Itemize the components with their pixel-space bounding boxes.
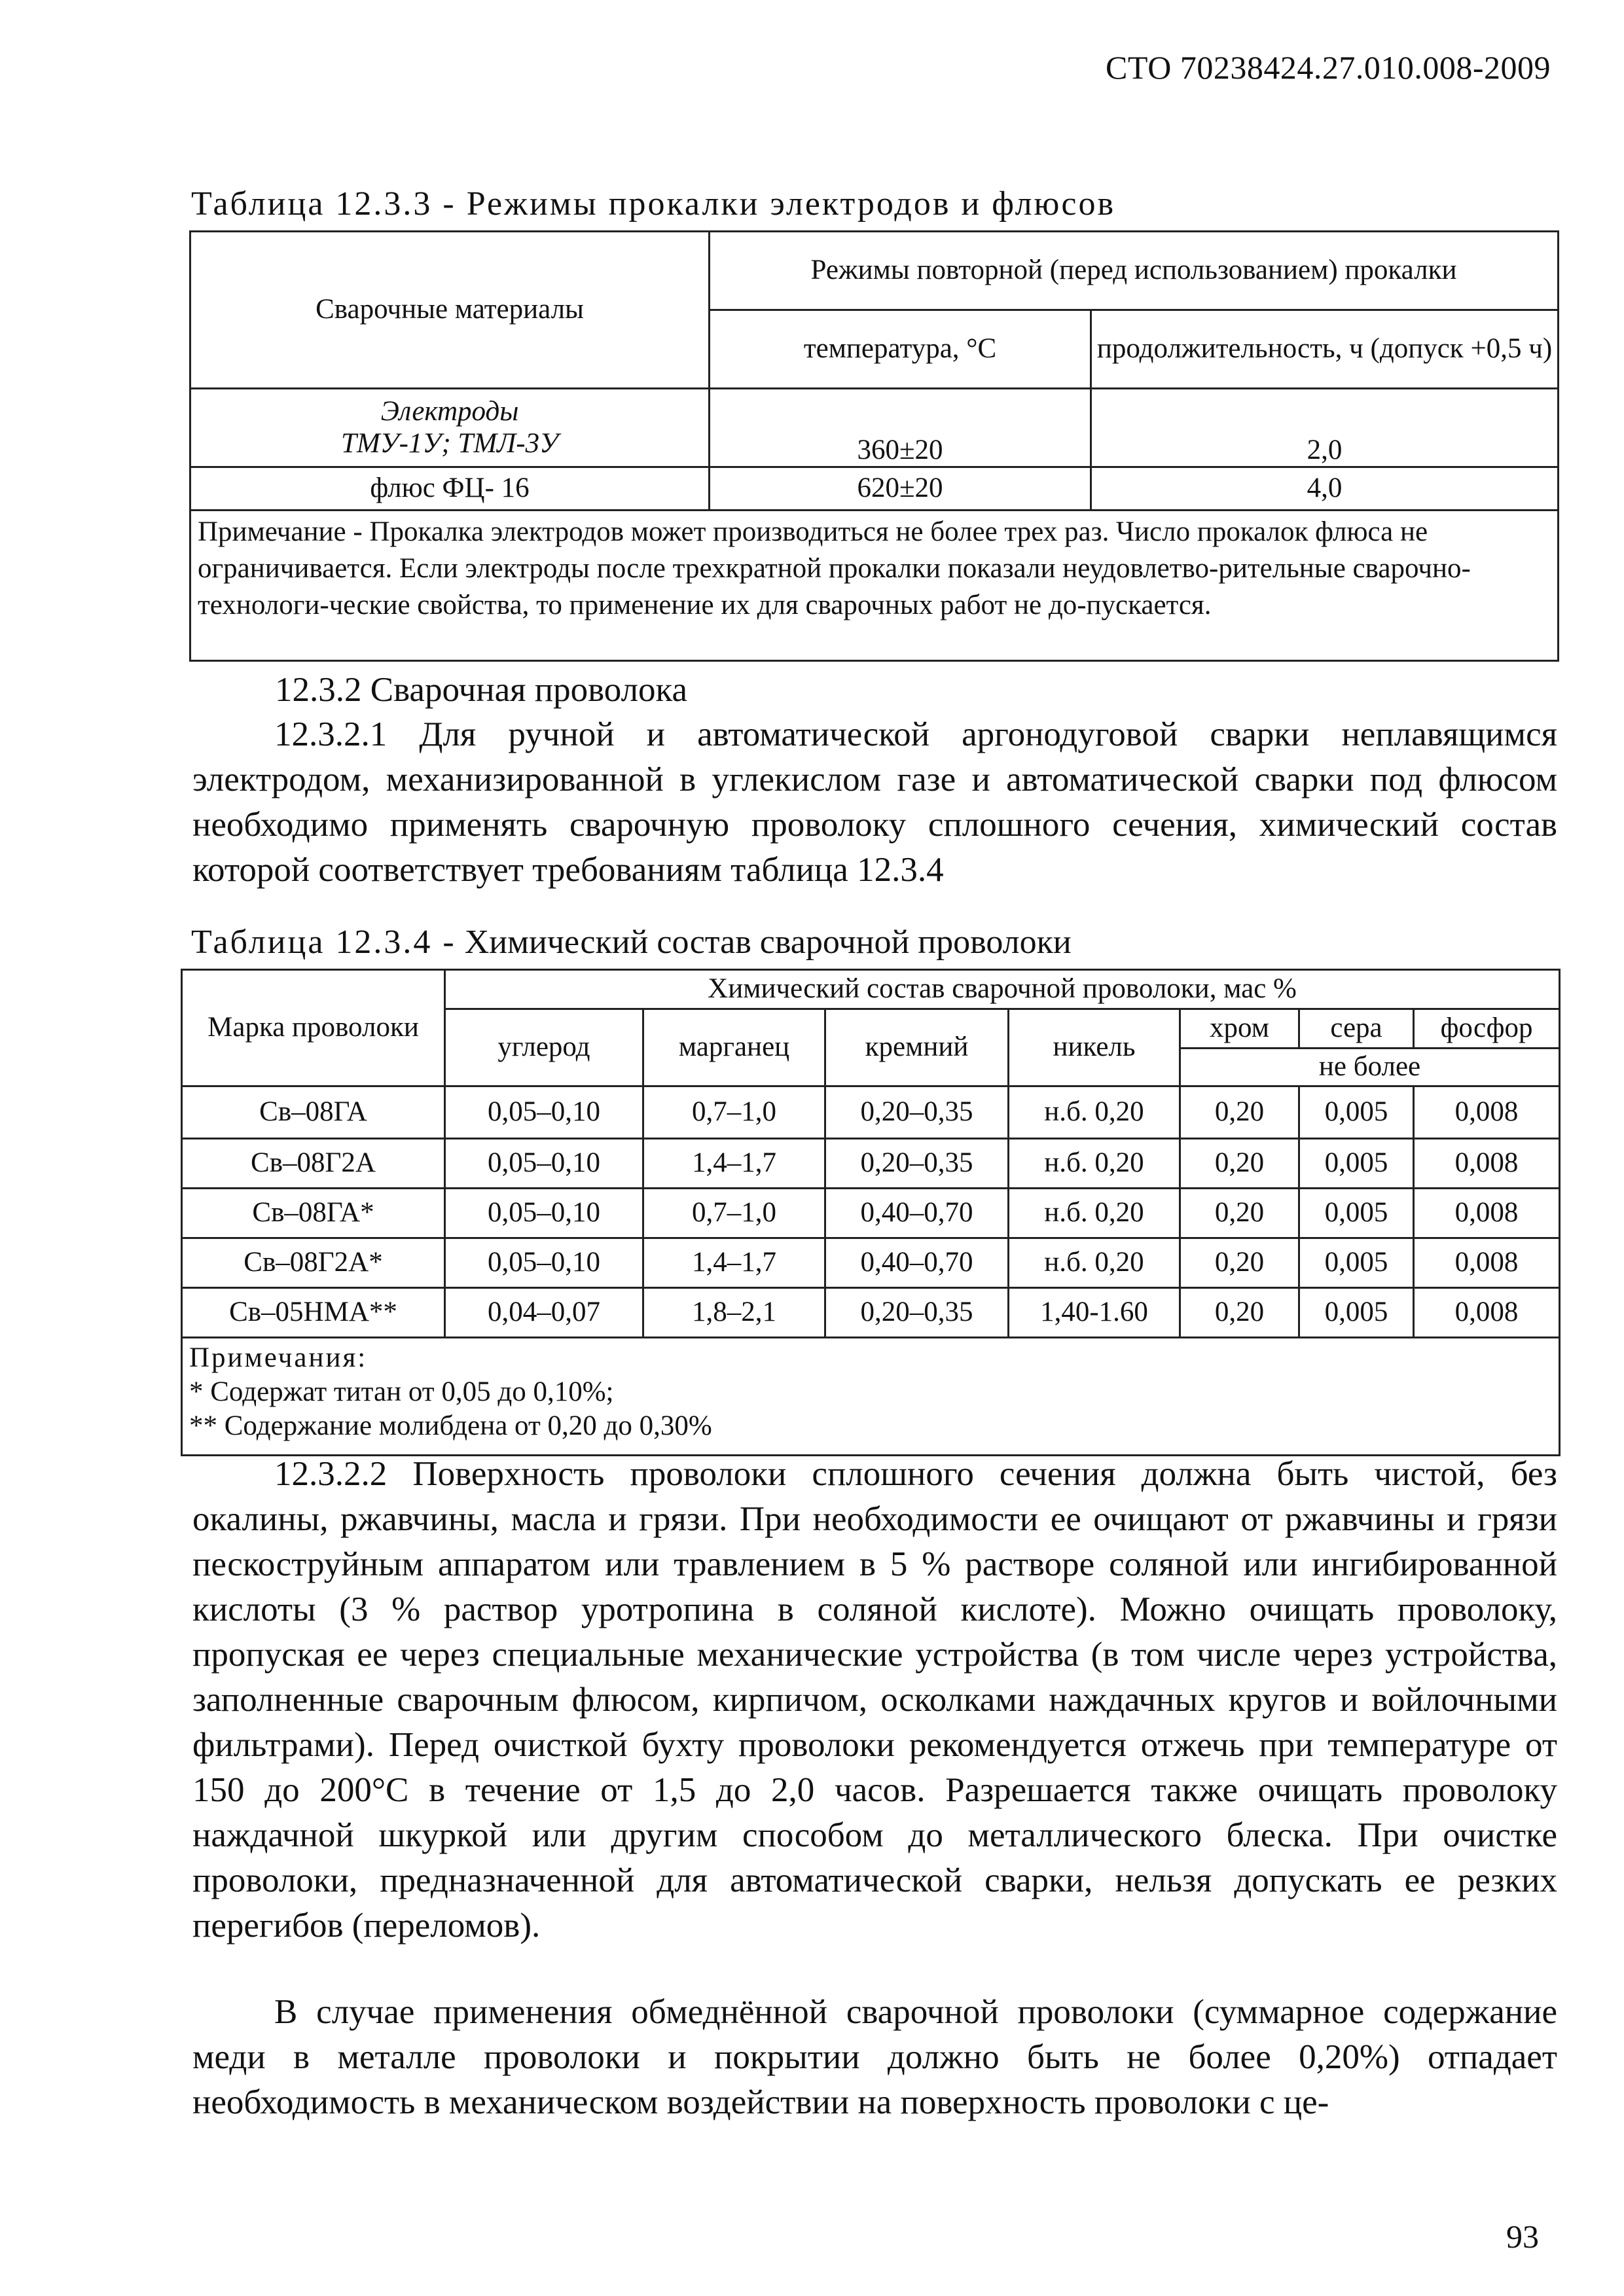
electrodes-label: Электроды	[380, 396, 519, 427]
cell: 0,008	[1414, 1189, 1560, 1238]
head-composition: Химический состав сварочной проволоки, мас %	[445, 970, 1560, 1009]
table1-note: Примечание - Прокалка электродов может производиться не более трех раз. Число прокалок флюса не ограничивается. Если электроды после трехкратной прокалки показали неудовлетво-рительные сварочно-технологи-ческие свойства, то применение их для сварочных работ не до-пускается.	[190, 511, 1559, 661]
row-electrodes-name	[190, 389, 710, 467]
head-modes: Режимы повторной (перед использованием) прокалки	[710, 232, 1559, 310]
cell: н.б. 0,20	[1009, 1189, 1180, 1238]
row-electrodes-duration: 2,0	[1091, 389, 1559, 467]
wire-composition-table	[181, 969, 1561, 1456]
cell: Св–08Г2А*	[182, 1238, 445, 1288]
cell: 0,008	[1414, 1238, 1560, 1288]
head-materials: Сварочные материалы	[190, 232, 710, 389]
row-flux-name: флюс ФЦ- 16	[190, 467, 710, 511]
cell: 0,005	[1299, 1238, 1414, 1288]
cell: 0,008	[1414, 1086, 1560, 1139]
notes-title: Примечания:	[189, 1342, 368, 1373]
row-flux-temp: 620±20	[710, 467, 1091, 511]
head-grade: Марка проволоки	[182, 970, 445, 1086]
cell: Св–08ГА	[182, 1086, 445, 1139]
table1-caption: Таблица 12.3.3 - Режимы прокалки электродов и флюсов	[191, 185, 1116, 223]
cell: 1,8–2,1	[643, 1288, 825, 1338]
cell: 0,20–0,35	[825, 1086, 1009, 1139]
cell: 0,7–1,0	[643, 1086, 825, 1139]
cell: Св–05НМА**	[182, 1288, 445, 1338]
cell: 0,05–0,10	[445, 1238, 643, 1288]
table-row	[182, 1288, 1560, 1338]
cell: Св–08ГА*	[182, 1189, 445, 1238]
cell: 0,20–0,35	[825, 1288, 1009, 1338]
cell: 0,05–0,10	[445, 1086, 643, 1139]
cell: 0,20	[1180, 1086, 1299, 1139]
head-temperature: температура, °С	[710, 310, 1091, 389]
cell: 0,005	[1299, 1139, 1414, 1189]
cell: 1,4–1,7	[643, 1139, 825, 1189]
col-chrome: хром	[1180, 1009, 1299, 1049]
table-row	[182, 1139, 1560, 1189]
col-carbon: углерод	[445, 1009, 643, 1086]
paragraph-12-3-2-1: 12.3.2.1 Для ручной и автоматической аргонодуговой сварки неплавящимся электродом, механизированной в углекислом газе и автоматической сварки под флюсом необходимо применять сварочную проволоку сплошного сечения, химический состав которой соответствует требованиям таблица 12.3.4	[192, 715, 1557, 889]
section-heading: 12.3.2 Сварочная проволока	[275, 671, 687, 709]
cell: 0,005	[1299, 1189, 1414, 1238]
cell: 0,005	[1299, 1086, 1414, 1139]
cell: 0,05–0,10	[445, 1139, 643, 1189]
table2-caption-prefix: Таблица 12.3.4 -	[191, 924, 456, 961]
cell: 0,40–0,70	[825, 1189, 1009, 1238]
table-row	[182, 1189, 1560, 1238]
cell: 0,008	[1414, 1288, 1560, 1338]
cell: н.б. 0,20	[1009, 1139, 1180, 1189]
cell: н.б. 0,20	[1009, 1238, 1180, 1288]
cell: 0,20	[1180, 1288, 1299, 1338]
paragraph-12-3-2-2: 12.3.2.2 Поверхность проволоки сплошного сечения должна быть чистой, без окалины, ржавчины, масла и грязи. При необходимости ее очищают от ржавчины и грязи пескоструйным аппаратом или травлением в 5 % растворе соляной или ингибированной кислоты (3 % раствор уротропина в соляной кислоте). Можно очищать проволоку, пропуская ее через специальные механические устройства (в том числе через устройства, заполненные сварочным флюсом, кирпичом, осколками наждачных кругов и войлочными фильтрами). Перед очисткой бухту проволоки рекомендуется отжечь при температуре от 150 до 200°С в течение от 1,5 до 2,0 часов. Разрешается также очищать проволоку наждачной шкуркой или другим способом до металлического блеска. При очистке проволоки, предназначенной для автоматической сварки, нельзя допускать ее резких перегибов (переломов).	[192, 1455, 1557, 1945]
col-sulfur: сера	[1299, 1009, 1414, 1049]
document-code: СТО 70238424.27.010.008-2009	[1106, 49, 1551, 86]
col-manganese: марганец	[643, 1009, 825, 1086]
col-silicon: кремний	[825, 1009, 1009, 1086]
row-flux-duration: 4,0	[1091, 467, 1559, 511]
cell: 0,20	[1180, 1139, 1299, 1189]
cell: н.б. 0,20	[1009, 1086, 1180, 1139]
col-phosphorus: фосфор	[1414, 1009, 1560, 1049]
table-row	[182, 1086, 1560, 1139]
electrodes-grades: ТМУ-1У; ТМЛ-3У	[340, 427, 559, 459]
col-nickel: никель	[1009, 1009, 1180, 1086]
cell: 0,005	[1299, 1288, 1414, 1338]
head-duration: продолжительность, ч (допуск +0,5 ч)	[1091, 310, 1559, 389]
cell: 0,20	[1180, 1238, 1299, 1288]
page-number: 93	[1506, 2218, 1539, 2255]
annealing-table	[189, 230, 1559, 662]
cell: 0,008	[1414, 1139, 1560, 1189]
cell: 1,40-1.60	[1009, 1288, 1180, 1338]
cell: 0,05–0,10	[445, 1189, 643, 1238]
table2-notes	[182, 1338, 1560, 1456]
cell: 0,7–1,0	[643, 1189, 825, 1238]
cell: 1,4–1,7	[643, 1238, 825, 1288]
cell: 0,04–0,07	[445, 1288, 643, 1338]
table2-caption	[191, 923, 1072, 961]
table-row	[182, 1238, 1560, 1288]
row-electrodes-temp: 360±20	[710, 389, 1091, 467]
cell: Св–08Г2А	[182, 1139, 445, 1189]
cell: 0,20	[1180, 1189, 1299, 1238]
cell: 0,40–0,70	[825, 1238, 1009, 1288]
note-titanium: * Содержат титан от 0,05 до 0,10%;	[189, 1376, 614, 1407]
cell: 0,20–0,35	[825, 1139, 1009, 1189]
table2-caption-title: Химический состав сварочной проволоки	[456, 924, 1072, 961]
head-no-more: не более	[1180, 1049, 1560, 1086]
note-molybdenum: ** Содержание молибдена от 0,20 до 0,30%	[189, 1410, 712, 1441]
paragraph-copper-wire: В случае применения обмеднённой сварочной проволоки (суммарное содержание меди в металле проволоки и покрытии должно быть не более 0,20%) отпадает необходимость в механическом воздействии на поверхность проволоки с це-	[192, 1993, 1557, 2121]
